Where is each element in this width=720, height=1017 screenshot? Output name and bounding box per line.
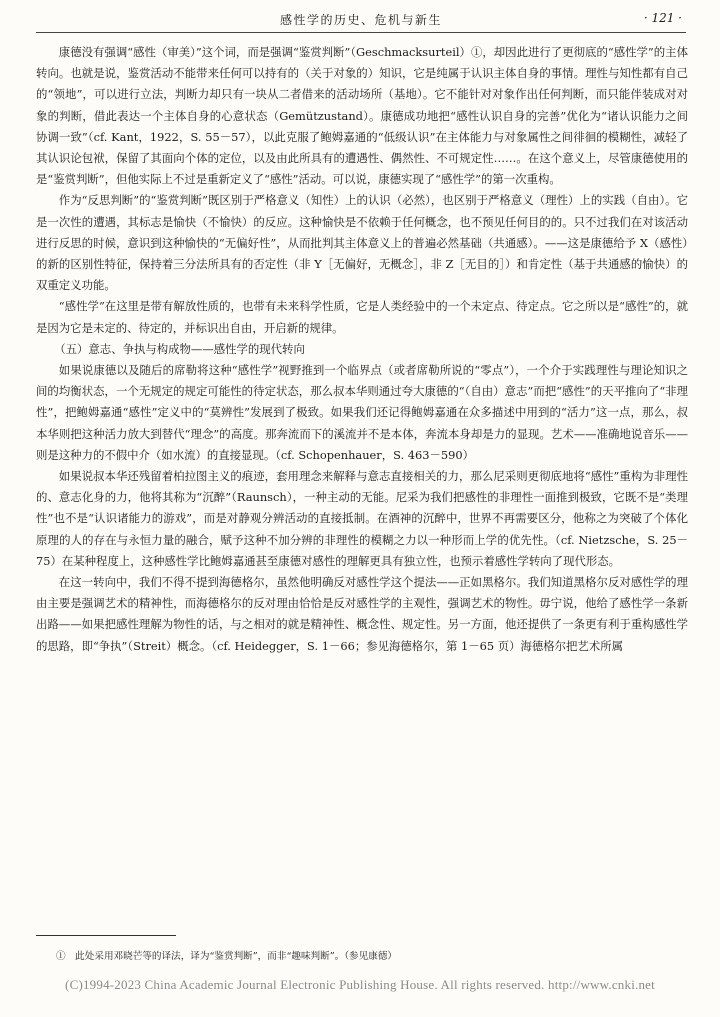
body-paragraph: 如果说叔本华还残留着柏拉图主义的痕迹，套用理念来解释与意志直接相关的力，那么尼采则更彻底地将“感性”重构为非理性的、意志化身的力，他将其称为“沉醉”（Raunsch），一种主动的无能。尼采为我们把感性的非理性一面推到极致，它既不是“类理性”也不是“认识诸能力的游戏”，而是对静观分辨活动的直接抵制。在酒神的沉醉中，世界不再需要区分，他称之为突破了个体化原理的人的存在与永恒力量的融合，赋予这种不加分辨的非理性的模糊之力以一种形而上学的优先性。（cf. Nietzsche，S. 25－75）在某种程度上，这种感性学比鲍姆嘉通甚至康德对感性的理解更具有独立性，也预示着感性学转向了现代形态。 [36,469,688,568]
body-paragraph: “感性学”在这里是带有解放性质的，也带有未来科学性质，它是人类经验中的一个未定点、待定点。它之所以是“感性”的，就是因为它是未定的、待定的，并标识出自由，开启新的规律。 [36,299,688,335]
footnote-divider [36,935,176,936]
body-paragraph: 如果说康德以及随后的席勒将这种“感性学”视野推到一个临界点（或者席勒所说的“零点”），一个介于实践理性与理论知识之间的均衡状态，一个无规定的规定可能性的待定状态，那么叔本华则通过夸大康德的“（自由）意志”而把“感性”的天平推向了“非理性”，把鲍姆嘉通“感性”定义中的“莫辨性”发展到了极致。如果我们还记得鲍姆嘉通在众多描述中用到的“活力”这一点，那么，叔本华则把这种活力放大到替代“理念”的高度。那奔流而下的溪流并不是本体，奔流本身却是力的显现。艺术——准确地说音乐——则是这种力的不假中介（如水流）的直接显现。（cf. Schopenhauer，S. 463－590） [36,363,688,462]
body-paragraph: 康德没有强调“感性（审美）”这个词，而是强调“鉴赏判断”（Geschmacksurteil）①，却因此进行了更彻底的“感性学”的主体转向。也就是说，鉴赏活动不能带来任何可以持有的（关于对象的）知识，它是纯属于认识主体自身的事情。理性与知性都有自己的“领地”，可以进行立法，判断力却只有一块从二者借来的活动场所（基地）。它不能针对对象作出任何判断，而只能伴装成对对象的判断，借此表达一个主体自身的心意状态（Gemützustand）。康德成功地把“感性认识自身的完善”优化为“诸认识能力之间协调一致”（cf. Kant，1922，S. 55－57），以此克服了鲍姆嘉通的“低级认识”在主体能力与对象属性之间徘徊的模糊性，减轻了其认识论包袱，保留了其面向个体的定位，以及由此所具有的遭遇性、偶然性、不可规定性……。在这个意义上，尽管康德使用的是“鉴赏判断”，但他实际上不过是重新定义了“感性”活动。可以说，康德实现了“感性学”的第一次重构。 [36,45,688,187]
running-header [36,8,686,33]
body-paragraph: 作为“反思判断”的“鉴赏判断”既区别于严格意义（知性）上的认识（必然），也区别于严格意义（理性）上的实践（自由）。它是一次性的遭遇，其标志是愉快（不愉快）的反应。这种愉快是不依赖于任何概念，也不预见任何目的的。只不过我们在对该活动进行反思的时候，意识到这种愉快的“无偏好性”，从而批判其主体意义上的普遍必然基础（共通感）。——这是康德给予 X（感性）的新的区别性特征，保持着三分法所具有的否定性（非 Y［无偏好，无概念］，非 Z［无目的］）和肯定性（基于共通感的愉快）的双重定义功能。 [36,193,688,293]
article-body [36,42,688,657]
page-number: · 121 · [643,11,682,25]
body-paragraph: 在这一转向中，我们不得不提到海德格尔，虽然他明确反对感性学这个提法——正如黑格尔。我们知道黑格尔反对感性学的理由主要是强调艺术的精神性，而海德格尔的反对理由恰恰是反对感性学的主观性，强调艺术的物性。毋宁说，他给了感性学一条新出路——如果把感性理解为物性的话，与之相对的就是精神性、概念性、规定性。另一方面，他还提供了一条更有利于重构感性学的思路，即“争执”（Streit）概念。（cf. Heidegger，S. 1－66；参见海德格尔，第 1－65 页）海德格尔把艺术所属 [36,575,688,653]
footnote: ① 此处采用邓晓芒等的译法，译为“鉴赏判断”，而非“趣味判断”。（参见康德） [56,951,398,962]
header-title: 感性学的历史、危机与新生 [279,13,442,27]
copyright-watermark: (C)1994-2023 China Academic Journal Electronic Publishing House. All rights reserved. http://www.cnki.net [65,977,655,992]
section-heading: （五）意志、争执与构成物——感性学的现代转向 [54,341,305,356]
